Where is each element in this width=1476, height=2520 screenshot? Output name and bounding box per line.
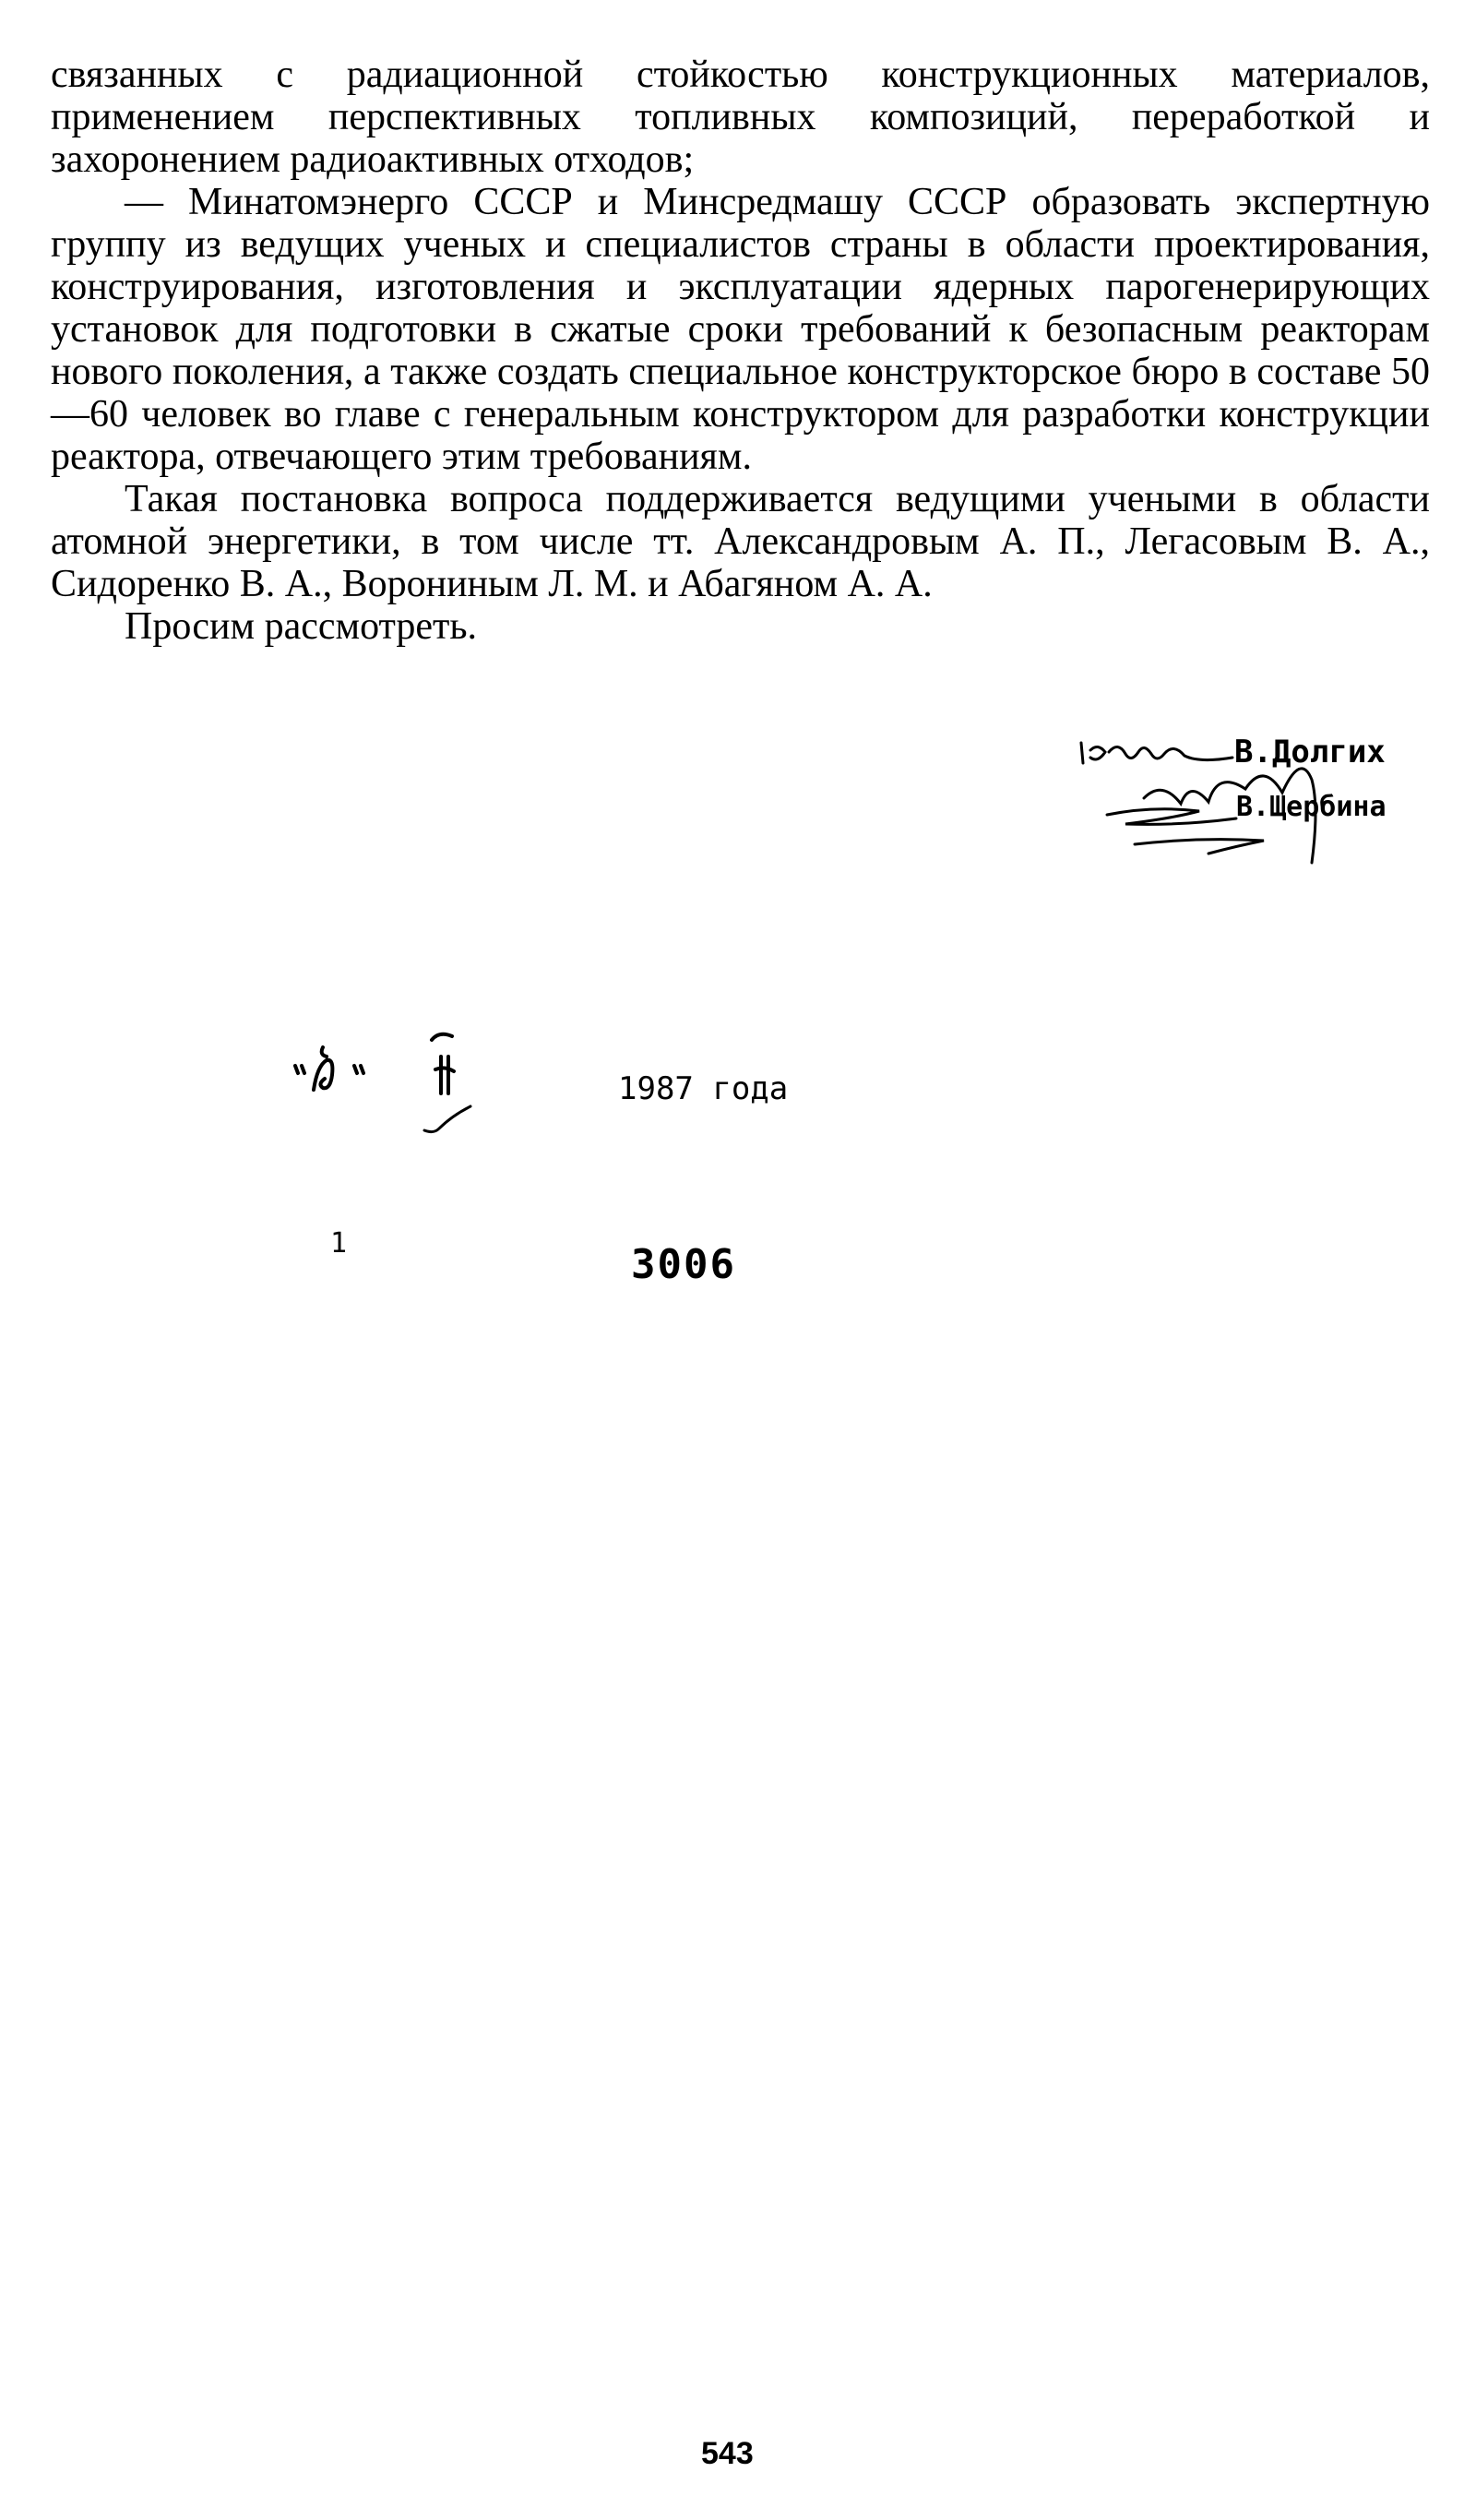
date-line bbox=[286, 1001, 839, 1149]
page-number: 543 bbox=[701, 2436, 754, 2471]
paragraph-continuation: связанных с радиационной стойкостью конструкционных материалов, применением перспективных топливных композиций, переработкой и захоронением радиоактивных отходов; bbox=[51, 54, 1430, 181]
paragraph-request: Просим рассмотреть. bbox=[125, 605, 478, 648]
document-number: 3006 bbox=[631, 1241, 736, 1288]
date-year: 1987 года bbox=[618, 1070, 789, 1107]
paragraph-support: Такая постановка вопроса поддерживается ведущими учеными в области атомной энергетики, в том числе тт. Александровым А. П., Легасовым В. А., Сидоренко В. А., Ворониным Л. М. и Абагяном А. А. bbox=[51, 478, 1430, 605]
signer-dolgikh: В.Долгих bbox=[1234, 734, 1386, 770]
note-mark: 1 bbox=[330, 1227, 348, 1260]
paragraph-proposal: — Минатомэнерго СССР и Минсредмашу СССР образовать экспертную группу из ведущих ученых и специалистов страны в области проектирования, конструирования, изготовления и эксплуатации ядерных парогенерирующих установок для подготовки в сжатые сроки требований к безопасным реакторам нового поколения, а также создать специальное конструкторское бюро в составе 50—60 человек во главе с генеральным конструктором для разработки конструкции реактора, отвечающего этим требованиям. bbox=[51, 181, 1430, 478]
signer-shcherbina: В.Щербина bbox=[1236, 791, 1387, 823]
document-body bbox=[51, 54, 1430, 648]
signature-block bbox=[1070, 715, 1439, 900]
handwritten-date bbox=[286, 1001, 507, 1149]
